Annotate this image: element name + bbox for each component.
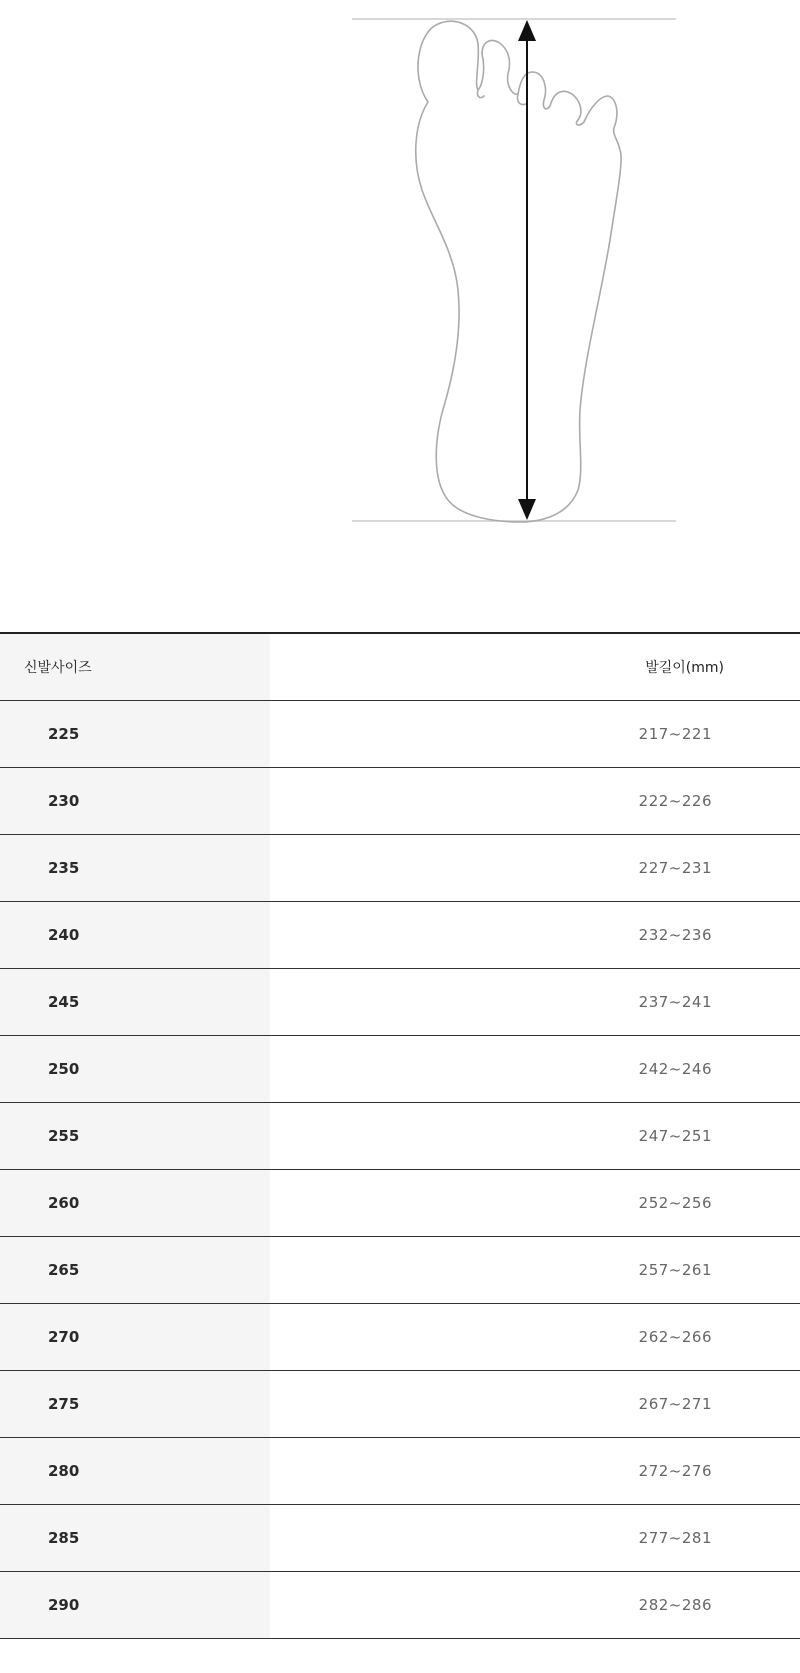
shoe-size-cell: 270 (0, 1304, 270, 1371)
shoe-size-cell: 285 (0, 1505, 270, 1572)
table-row (0, 1036, 800, 1103)
header-foot-length: 발길이(mm) (270, 633, 800, 701)
table-row (0, 1438, 800, 1505)
table-header-row (0, 633, 800, 701)
shoe-size-cell: 260 (0, 1170, 270, 1237)
foot-length-cell: 277~281 (270, 1505, 800, 1572)
foot-length-cell: 257~261 (270, 1237, 800, 1304)
table-row (0, 969, 800, 1036)
table-row (0, 835, 800, 902)
table-row (0, 1505, 800, 1572)
arrowhead-up-icon (518, 20, 536, 41)
foot-length-cell: 252~256 (270, 1170, 800, 1237)
foot-length-cell: 217~221 (270, 701, 800, 768)
shoe-size-cell: 265 (0, 1237, 270, 1304)
foot-length-cell: 222~226 (270, 768, 800, 835)
shoe-size-cell: 240 (0, 902, 270, 969)
foot-length-cell: 247~251 (270, 1103, 800, 1170)
length-arrow (518, 20, 536, 520)
foot-length-cell: 242~246 (270, 1036, 800, 1103)
shoe-size-cell: 230 (0, 768, 270, 835)
foot-length-cell: 272~276 (270, 1438, 800, 1505)
foot-length-cell: 237~241 (270, 969, 800, 1036)
shoe-size-cell: 245 (0, 969, 270, 1036)
table-row (0, 701, 800, 768)
foot-length-cell: 232~236 (270, 902, 800, 969)
shoe-size-cell: 290 (0, 1572, 270, 1639)
foot-length-diagram (0, 0, 800, 540)
table-row (0, 1304, 800, 1371)
shoe-size-cell: 280 (0, 1438, 270, 1505)
shoe-size-cell: 255 (0, 1103, 270, 1170)
shoe-size-table (0, 632, 800, 1639)
header-shoe-size: 신발사이즈 (0, 633, 270, 701)
shoe-size-cell: 235 (0, 835, 270, 902)
table-row (0, 1103, 800, 1170)
table-row (0, 1371, 800, 1438)
table-row (0, 902, 800, 969)
table-row (0, 1170, 800, 1237)
foot-outline (416, 21, 621, 522)
foot-length-cell: 282~286 (270, 1572, 800, 1639)
arrowhead-down-icon (518, 499, 536, 520)
foot-length-cell: 267~271 (270, 1371, 800, 1438)
table-row (0, 768, 800, 835)
foot-length-cell: 262~266 (270, 1304, 800, 1371)
foot-length-cell: 227~231 (270, 835, 800, 902)
shoe-size-cell: 250 (0, 1036, 270, 1103)
table-row (0, 1572, 800, 1639)
table-row (0, 1237, 800, 1304)
shoe-size-cell: 275 (0, 1371, 270, 1438)
shoe-size-cell: 225 (0, 701, 270, 768)
